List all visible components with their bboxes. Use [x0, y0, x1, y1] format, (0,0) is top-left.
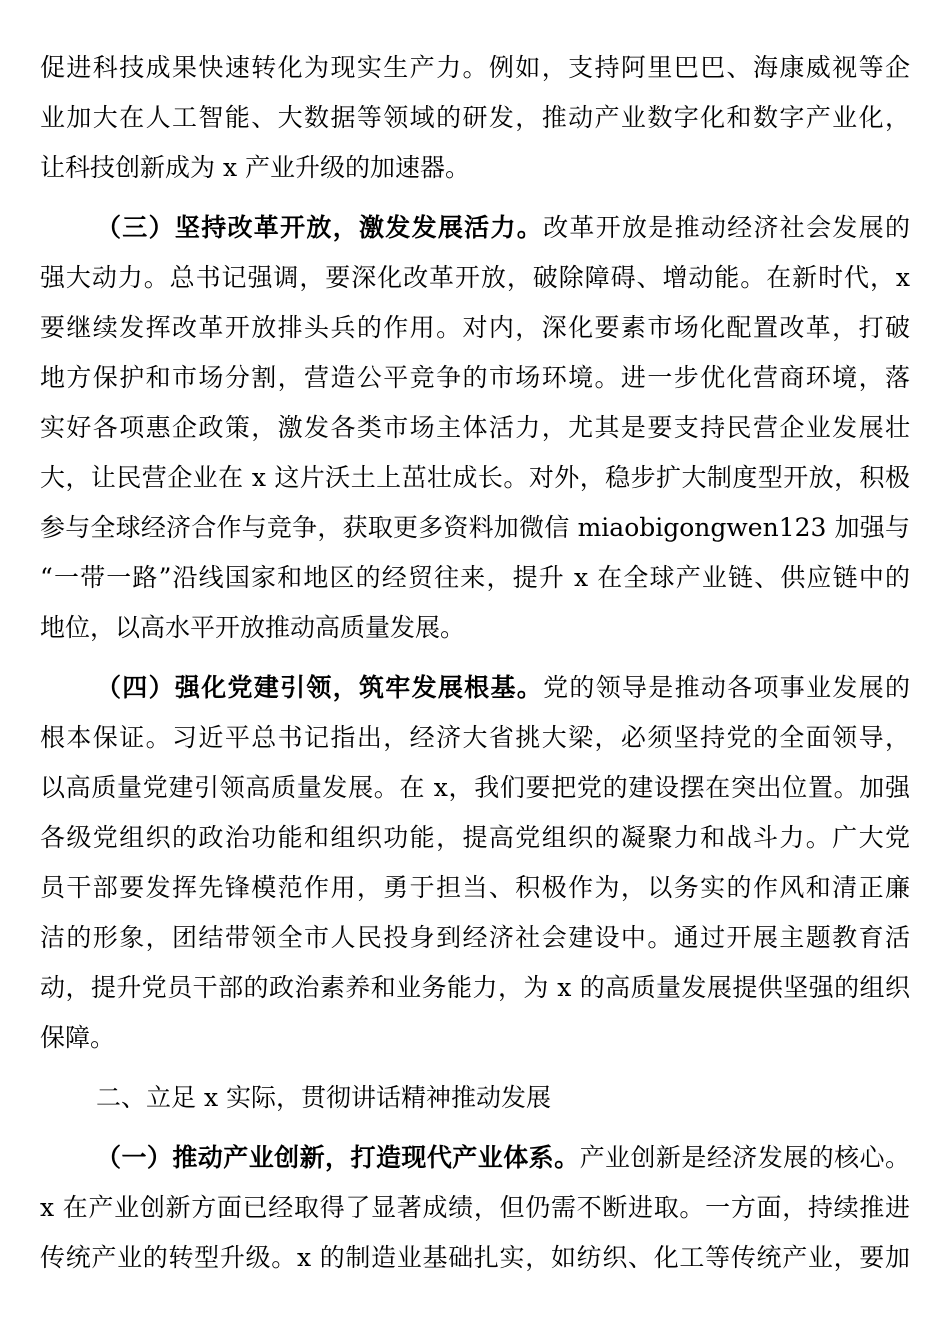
text-line [40, 608, 910, 648]
text-line [40, 918, 910, 958]
text-line [40, 768, 910, 808]
text-line [40, 558, 910, 598]
section-heading: （三）坚持改革开放，激发发展活力。 [96, 213, 544, 242]
line-segment: 地位，以高水平开放推动高质量发展。 [40, 613, 466, 642]
text-line [96, 208, 910, 248]
line-segment: 大，让民营企业在 x 这片沃土上茁壮成长。对外，稳步扩大制度型开放，积极 [40, 463, 910, 492]
line-segment: 改革开放是推动经济社会发展的 [543, 213, 910, 242]
line-segment: 二、立足 x 实际，贯彻讲话精神推动发展 [96, 1083, 551, 1112]
text-line [40, 1238, 910, 1278]
line-segment: 以高质量党建引领高质量发展。在 x，我们要把党的建设摆在突出位置。加强 [40, 773, 910, 802]
line-segment: 动，提升党员干部的政治素养和业务能力，为 x 的高质量发展提供坚强的组织 [40, 973, 910, 1002]
text-line [40, 48, 910, 88]
text-line [40, 98, 910, 138]
text-line [40, 1018, 910, 1058]
chapter-heading [96, 1078, 910, 1118]
line-segment: 地方保护和市场分割，营造公平竞争的市场环境。进一步优化营商环境，落 [40, 363, 910, 392]
line-segment: 保障。 [40, 1023, 116, 1052]
line-segment: 传统产业的转型升级。x 的制造业基础扎实，如纺织、化工等传统产业，要加 [40, 1243, 910, 1272]
text-line [40, 308, 910, 348]
text-line [40, 148, 910, 188]
line-segment: “一带一路”沿线国家和地区的经贸往来，提升 x 在全球产业链、供应链中的 [40, 563, 910, 592]
line-segment: 产业创新是经济发展的核心。 [579, 1143, 910, 1172]
text-line [96, 1138, 910, 1178]
text-line [40, 718, 910, 758]
text-line [40, 258, 910, 298]
text-line [40, 508, 910, 548]
text-line [40, 1188, 910, 1228]
line-segment: 强大动力。总书记强调，要深化改革开放，破除障碍、增动能。在新时代，x [40, 263, 910, 292]
line-segment: 促进科技成果快速转化为现实生产力。例如，支持阿里巴巴、海康威视等企 [40, 53, 910, 82]
line-segment: 参与全球经济合作与竞争，获取更多资料加微信 miaobigongwen123 加强与 [40, 513, 910, 542]
line-segment: 要继续发挥改革开放排头兵的作用。对内，深化要素市场化配置改革，打破 [40, 313, 910, 342]
text-line [40, 968, 910, 1008]
section-heading: （四）强化党建引领，筑牢发展根基。 [96, 673, 544, 702]
line-segment: 业加大在人工智能、大数据等领域的研发，推动产业数字化和数字产业化， [40, 103, 910, 132]
line-segment: 各级党组织的政治功能和组织功能，提高党组织的凝聚力和战斗力。广大党 [40, 823, 910, 852]
section-heading: （一）推动产业创新，打造现代产业体系。 [96, 1143, 580, 1172]
line-segment: 洁的形象，团结带领全市人民投身到经济社会建设中。通过开展主题教育活 [40, 923, 910, 952]
text-line [40, 458, 910, 498]
text-line [40, 868, 910, 908]
text-line [40, 358, 910, 398]
line-segment: 根本保证。习近平总书记指出，经济大省挑大梁，必须坚持党的全面领导， [40, 723, 910, 752]
line-segment: 党的领导是推动各项事业发展的 [543, 673, 910, 702]
line-segment: 实好各项惠企政策，激发各类市场主体活力，尤其是要支持民营企业发展壮 [40, 413, 910, 442]
line-segment: 让科技创新成为 x 产业升级的加速器。 [40, 153, 470, 182]
text-line [40, 408, 910, 448]
line-segment: x 在产业创新方面已经取得了显著成绩，但仍需不断进取。一方面，持续推进 [40, 1193, 910, 1222]
text-line [40, 818, 910, 858]
line-segment: 员干部要发挥先锋模范作用，勇于担当、积极作为，以务实的作风和清正廉 [40, 873, 910, 902]
text-line [96, 668, 910, 708]
